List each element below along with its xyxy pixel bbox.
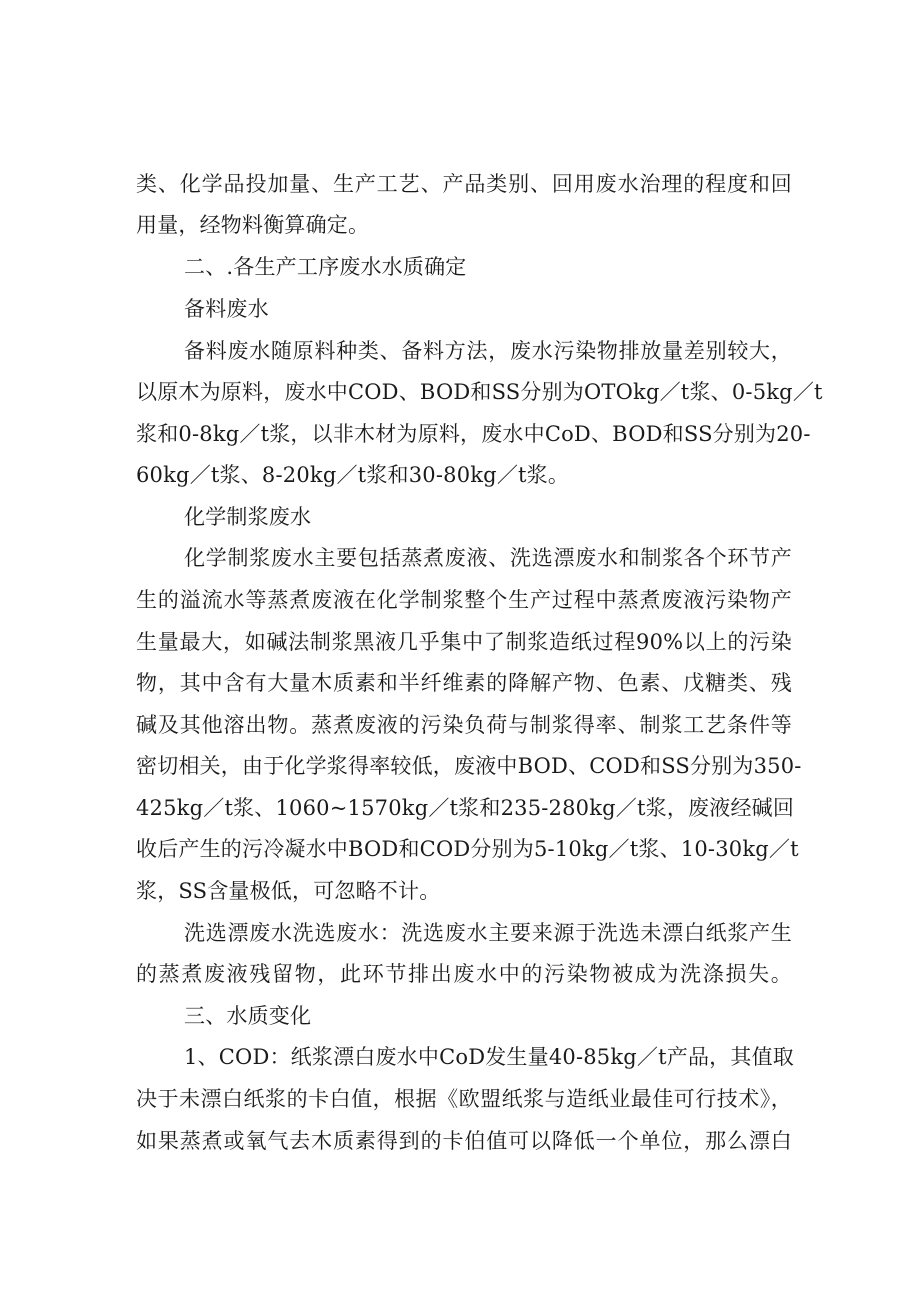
text-line: 1、COD：纸浆漂白废水中CoD发生量40-85kg／t产品，其值取: [184, 1045, 794, 1069]
text-line: 收后产生的污冷凝水中BOD和COD分别为5-10kg／t浆、10-30kg／t: [136, 837, 799, 861]
text-line: 生的溢流水等蒸煮废液在化学制浆整个生产过程中蒸煮废液污染物产: [136, 588, 792, 612]
text-line: 洗选漂废水洗选废水：洗选废水主要来源于洗选未漂白纸浆产生: [184, 921, 792, 945]
text-line: 60kg／t浆、8-20kg／t浆和30-80kg／t浆。: [136, 463, 570, 487]
text-line: 决于未漂白纸浆的卡白值，根据《欧盟纸浆与造纸业最佳可行技术》，: [136, 1087, 792, 1111]
section-heading: 三、水质变化: [184, 1004, 312, 1028]
text-line: 以原木为原料，废水中COD、BOD和SS分别为OTOkg／t浆、0-5kg／t: [136, 380, 823, 404]
text-line: 如果蒸煮或氧气去木质素得到的卡伯值可以降低一个单位，那么漂白: [136, 1129, 792, 1153]
text-line: 备料废水随原料种类、备料方法，废水污染物排放量差别较大，: [184, 339, 792, 363]
text-line: 密切相关，由于化学浆得率较低，废液中BOD、COD和SS分别为350-: [136, 754, 802, 778]
text-line: 浆和0-8kg／t浆，以非木材为原料，废水中CoD、BOD和SS分别为20-: [136, 422, 811, 446]
section-heading: 二、.各生产工序废水水质确定: [184, 255, 467, 279]
text-line: 碱及其他溶出物。蒸煮废液的污染负荷与制浆得率、制浆工艺条件等: [136, 713, 792, 737]
text-line: 浆，SS含量极低，可忽略不计。: [136, 879, 441, 903]
text-line: 的蒸煮废液残留物，此环节排出废水中的污染物被成为洗涤损失。: [136, 962, 792, 986]
text-line: 425kg／t浆、1060~1570kg／t浆和235-280kg／t浆，废液经碱回: [136, 796, 795, 820]
text-line: 生量最大，如碱法制浆黑液几乎集中了制浆造纸过程90%以上的污染: [136, 630, 792, 654]
text-line: 用量，经物料衡算确定。: [136, 213, 370, 237]
text-line: 化学制浆废水主要包括蒸煮废液、洗选漂废水和制浆各个环节产: [184, 546, 792, 570]
text-line: 类、化学品投加量、生产工艺、产品类别、回用废水治理的程度和回: [136, 172, 792, 196]
subsection-heading: 化学制浆废水: [184, 505, 312, 529]
subsection-heading: 备料废水: [184, 297, 269, 321]
text-line: 物，其中含有大量木质素和半纤维素的降解产物、色素、戊糖类、残: [136, 671, 792, 695]
